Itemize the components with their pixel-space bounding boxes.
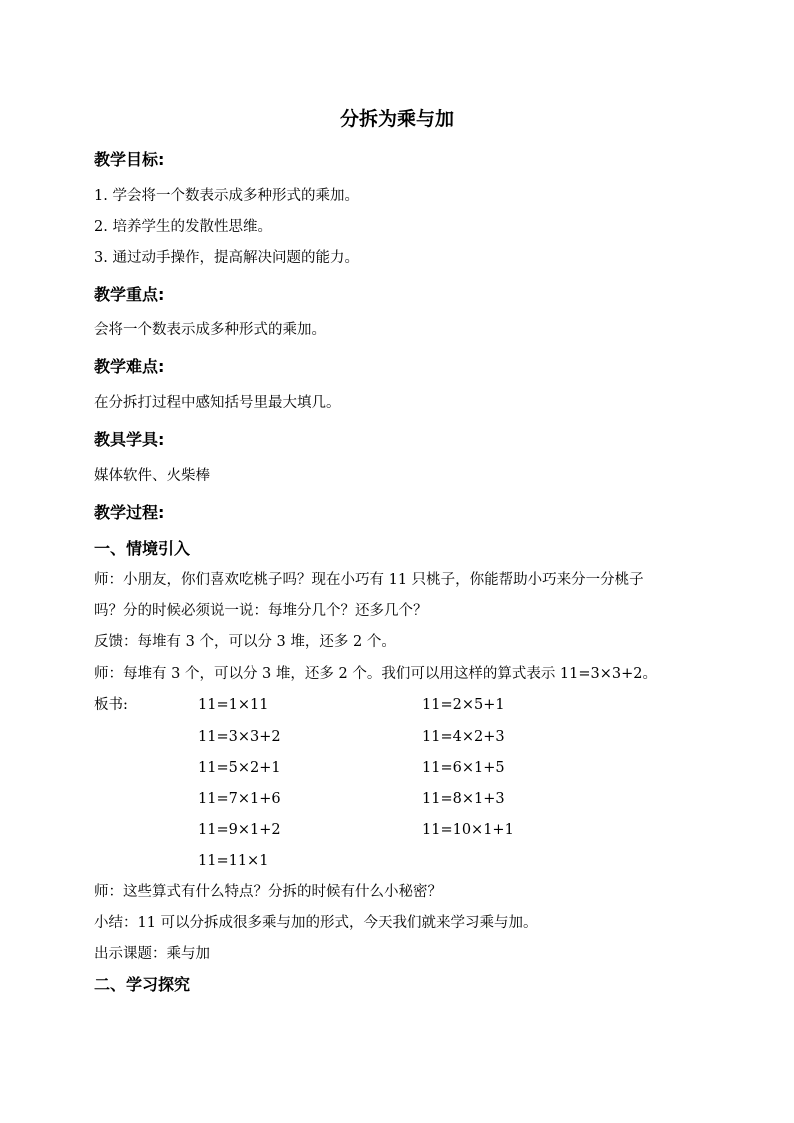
board-label: 板书: <box>94 697 128 713</box>
section-heading-intro: 一、情境引入 <box>94 539 191 558</box>
objective-item: 3. 通过动手操作，提高解决问题的能力。 <box>94 250 359 266</box>
board-equation: 11=7×1+6 <box>198 791 281 807</box>
board-equation: 11=3×3+2 <box>198 729 281 745</box>
board-equation: 11=4×2+3 <box>422 729 505 745</box>
objective-item: 1. 学会将一个数表示成多种形式的乘加。 <box>94 188 359 204</box>
board-equation: 11=1×11 <box>198 697 269 713</box>
teacher-question: 师：这些算式有什么特点？分拆的时候有什么小秘密？ <box>94 884 442 900</box>
board-equation: 11=10×1+1 <box>422 822 514 838</box>
objective-item: 2. 培养学生的发散性思维。 <box>94 219 272 235</box>
materials-text: 媒体软件、火柴棒 <box>94 468 210 484</box>
document-title: 分拆为乘与加 <box>339 108 454 130</box>
section-heading-explore: 二、学习探究 <box>94 975 191 994</box>
objectives-heading: 教学目标: <box>94 150 165 169</box>
summary-text: 小结：11 可以分拆成很多乘与加的形式，今天我们就来学习乘与加。 <box>94 915 538 931</box>
key-point-text: 会将一个数表示成多种形式的乘加。 <box>94 322 326 338</box>
feedback-text: 反馈：每堆有 3 个，可以分 3 堆，还多 2 个。 <box>94 634 396 650</box>
board-equation: 11=11×1 <box>198 853 269 869</box>
difficulty-heading: 教学难点: <box>94 357 165 376</box>
teacher-paragraph-line: 师：小朋友，你们喜欢吃桃子吗？现在小巧有 11 只桃子，你能帮助小巧来分一分桃子 <box>94 572 644 588</box>
board-equation: 11=5×2+1 <box>198 760 281 776</box>
process-heading: 教学过程: <box>94 503 165 522</box>
board-equation: 11=6×1+5 <box>422 760 505 776</box>
teacher-statement: 师：每堆有 3 个，可以分 3 堆，还多 2 个。我们可以用这样的算式表示 11=3×3+2。 <box>94 666 658 682</box>
materials-heading: 教具学具: <box>94 430 165 449</box>
board-equation: 11=9×1+2 <box>198 822 281 838</box>
topic-text: 出示课题：乘与加 <box>94 946 210 962</box>
difficulty-text: 在分拆打过程中感知括号里最大填几。 <box>94 395 341 411</box>
board-equation: 11=2×5+1 <box>422 697 505 713</box>
key-point-heading: 教学重点: <box>94 285 165 304</box>
teacher-paragraph-line: 吗？分的时候必须说一说：每堆分几个？还多几个？ <box>94 603 428 619</box>
board-equation: 11=8×1+3 <box>422 791 505 807</box>
